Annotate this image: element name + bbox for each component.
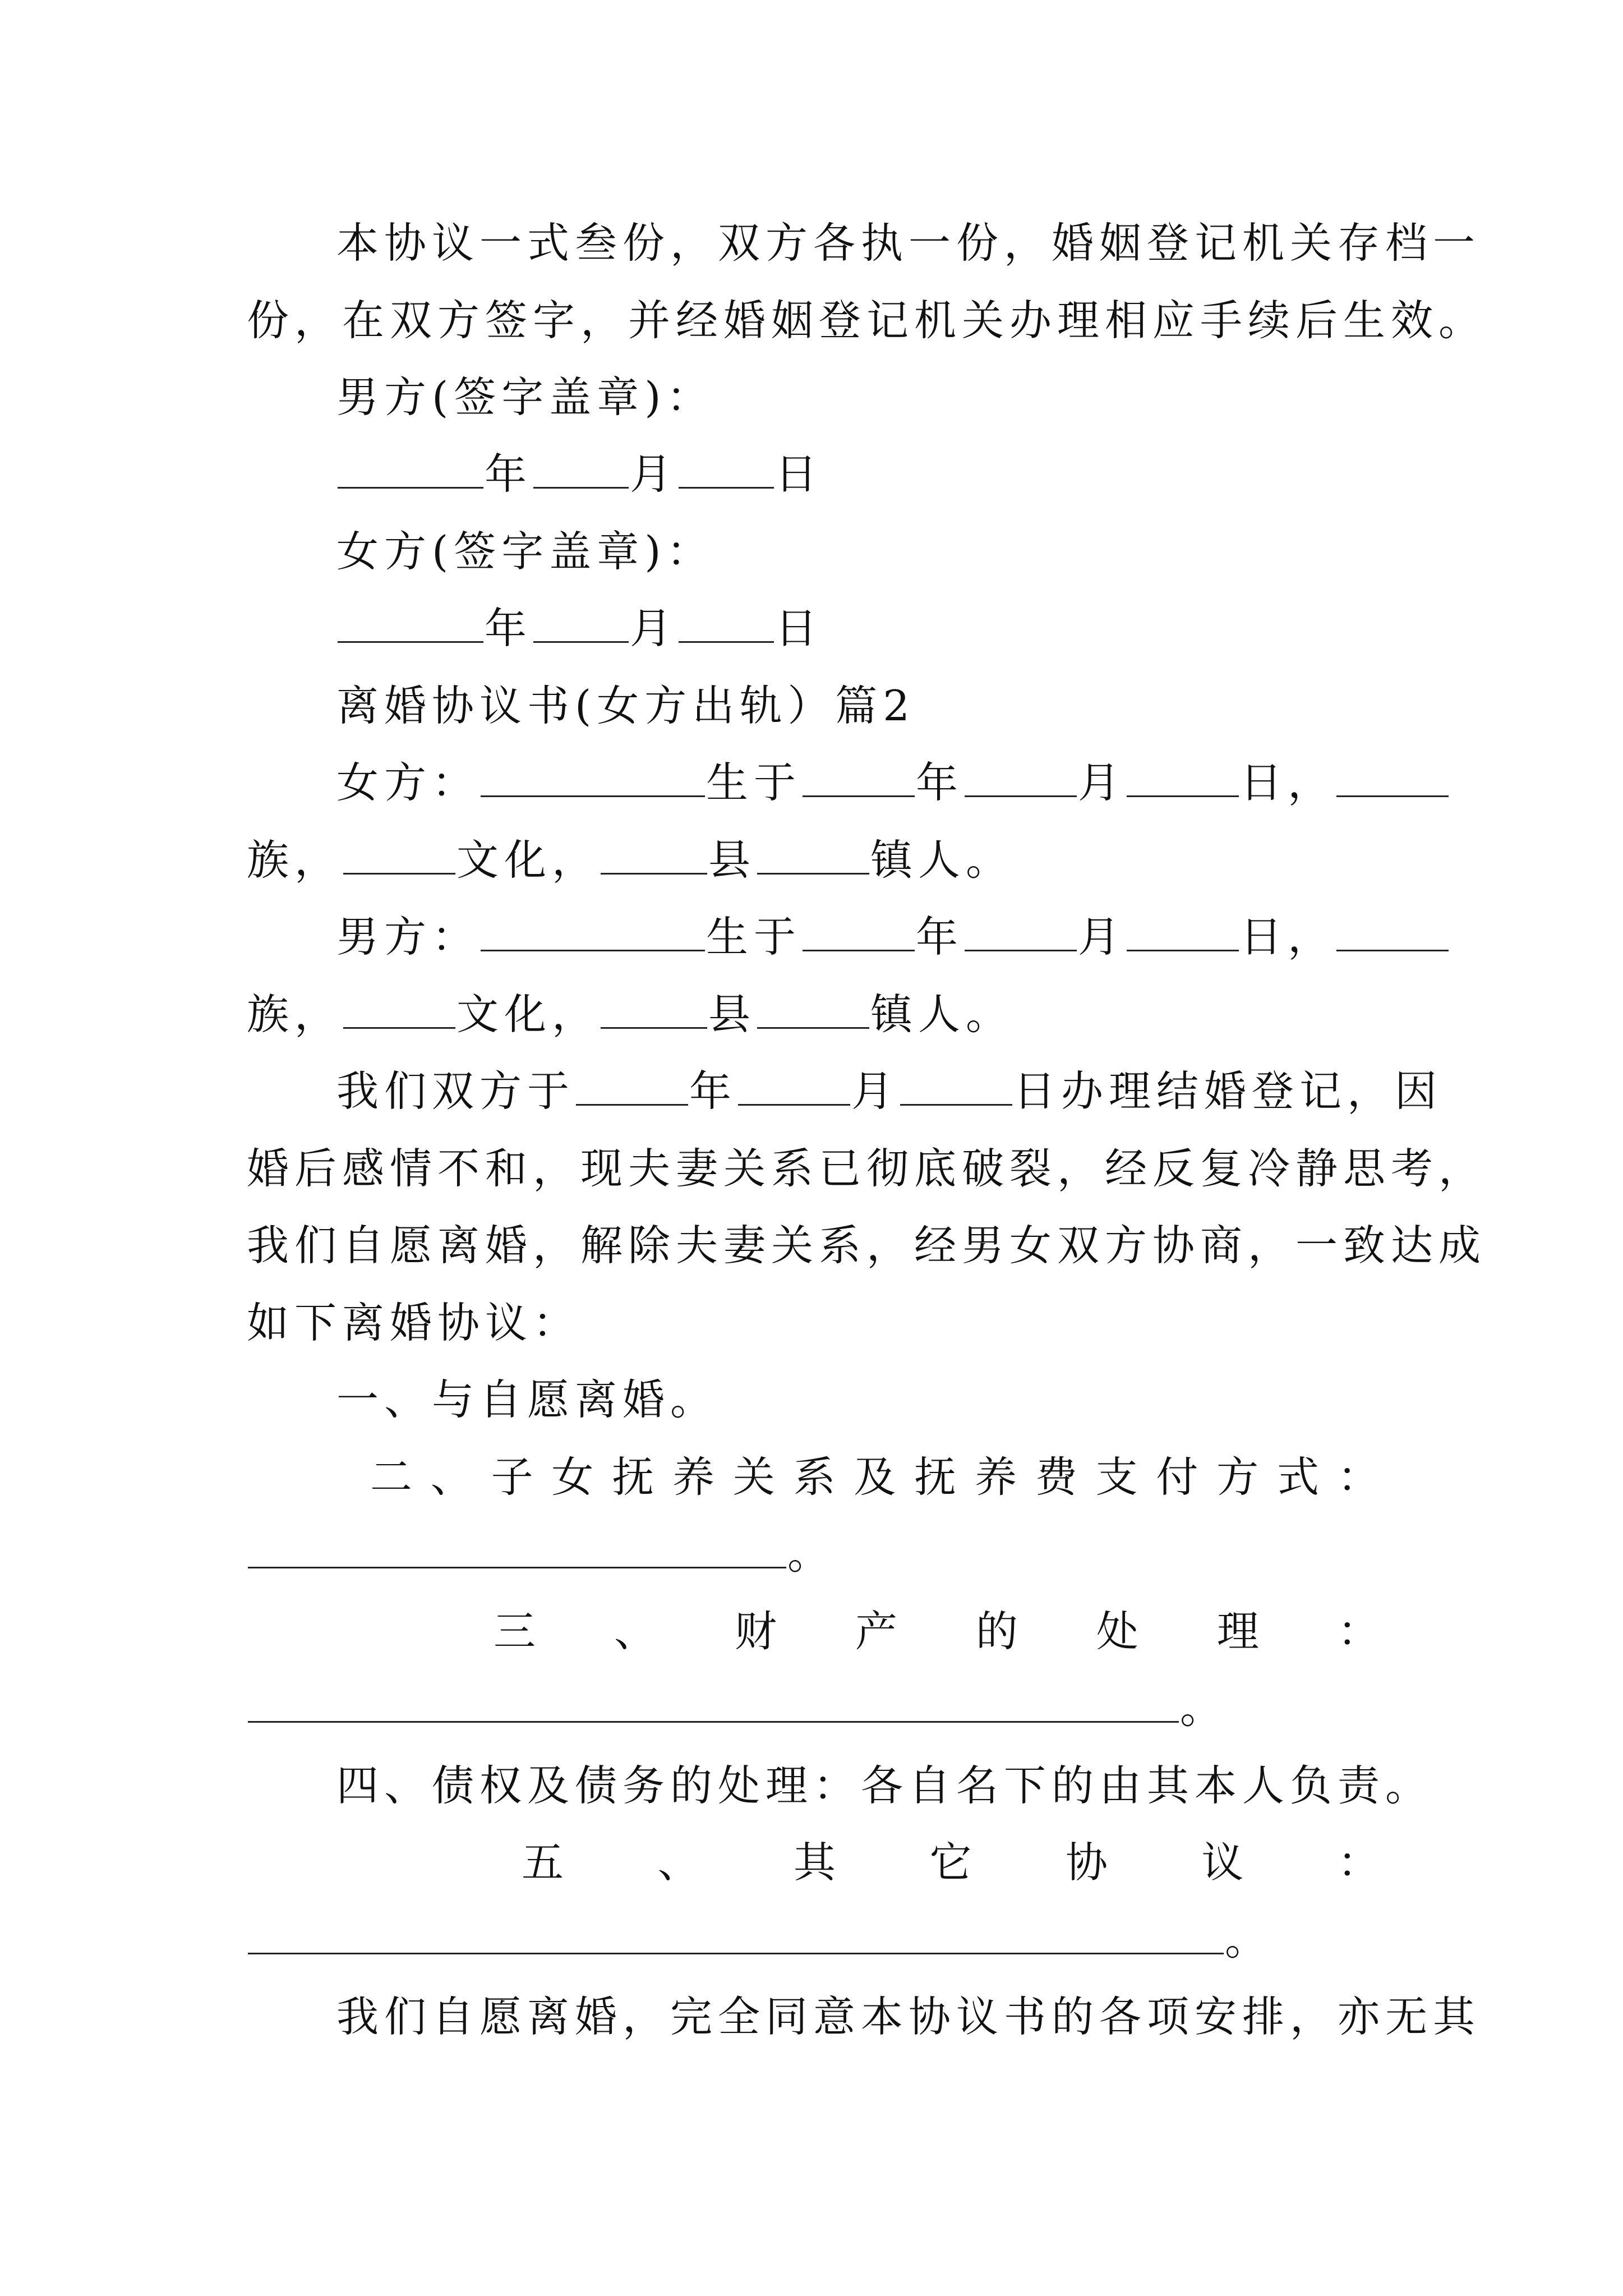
marriage-day-blank[interactable] — [900, 1069, 1012, 1106]
marriage-month-blank[interactable] — [738, 1069, 850, 1106]
year-blank[interactable] — [338, 606, 483, 643]
male-signature-date — [336, 447, 1380, 501]
female-name-blank[interactable] — [481, 761, 705, 797]
ethnicity-blank[interactable] — [1336, 761, 1449, 797]
month-label: 月 — [851, 1066, 900, 1116]
month-label: 月 — [1078, 758, 1126, 807]
year-label: 年 — [916, 758, 964, 807]
county-blank[interactable] — [601, 838, 707, 875]
county-blank[interactable] — [601, 992, 707, 1029]
education-blank[interactable] — [343, 838, 455, 875]
intro-line2: 婚后感情不和，现夫妻关系已彻底破裂，经反复冷静思考， — [247, 1144, 1487, 1193]
born-label: 生于 — [706, 912, 802, 961]
birth-day-blank[interactable] — [1127, 915, 1239, 951]
female-info-line2 — [247, 833, 1380, 887]
paragraph-copies-line1: 本协议一式叁份，双方各执一份，婚姻登记机关存档一 — [336, 218, 1481, 268]
day-blank[interactable] — [679, 606, 774, 643]
education-blank[interactable] — [343, 992, 455, 1029]
year-label: 年 — [916, 912, 964, 961]
ethnic-label: 族， — [247, 835, 343, 885]
birth-year-blank[interactable] — [803, 761, 915, 797]
item-2-heading: 二 、 子 女 抚 养 关 系 及 抚 养 费 支 付 方 式 ： — [370, 1452, 1380, 1502]
section-heading: 离婚协议书(女方出轨）篇2 — [336, 681, 915, 730]
culture-label: 文化， — [457, 990, 600, 1039]
day-blank[interactable] — [679, 452, 774, 489]
period: 。 — [1180, 1683, 1228, 1733]
month-label: 月 — [1078, 912, 1126, 961]
month-blank[interactable] — [533, 606, 629, 643]
ethnicity-blank[interactable] — [1336, 915, 1449, 951]
born-label: 生于 — [706, 758, 802, 807]
intro-line4: 如下离婚协议： — [247, 1298, 581, 1347]
day-label: 日 — [775, 604, 823, 653]
marriage-year-blank[interactable] — [576, 1069, 688, 1106]
male-info-line2 — [247, 987, 1380, 1041]
intro-start: 我们双方于 — [336, 1066, 575, 1116]
town-label: 镇人。 — [870, 835, 1014, 885]
town-blank[interactable] — [757, 992, 869, 1029]
culture-label: 文化， — [457, 835, 600, 885]
year-label: 年 — [689, 1066, 737, 1116]
item-4: 四、债权及债务的处理：各自名下的由其本人负责。 — [336, 1761, 1433, 1810]
month-label: 月 — [630, 604, 678, 653]
property-division-blank[interactable] — [248, 1686, 1179, 1723]
day-comma-label: 日， — [1240, 912, 1336, 961]
female-signature-label: 女方(签字盖章)： — [336, 527, 714, 576]
birth-year-blank[interactable] — [803, 915, 915, 951]
male-info-line1 — [336, 910, 1380, 964]
county-label: 县 — [708, 835, 757, 885]
intro-end: 日办理结婚登记，因 — [1013, 1066, 1443, 1116]
month-blank[interactable] — [533, 452, 629, 489]
town-label: 镇人。 — [870, 990, 1014, 1039]
county-label: 县 — [708, 990, 757, 1039]
birth-month-blank[interactable] — [965, 915, 1077, 951]
period: 。 — [1225, 1915, 1273, 1964]
closing-line: 我们自愿离婚，完全同意本协议书的各项安排，亦无其 — [336, 1992, 1481, 2041]
item-3-blank-line — [247, 1681, 1380, 1735]
intro-line3: 我们自愿离婚，解除夫妻关系，经男女双方协商，一致达成 — [247, 1221, 1487, 1270]
item-5-blank-line — [247, 1913, 1380, 1967]
male-signature-label: 男方(签字盖章)： — [336, 372, 714, 422]
town-blank[interactable] — [757, 838, 869, 875]
item-3-heading: 三 、 财 产 的 处 理 ： — [494, 1607, 1380, 1656]
year-label: 年 — [485, 449, 533, 499]
day-comma-label: 日， — [1240, 758, 1336, 807]
female-info-line1 — [336, 756, 1380, 809]
ethnic-label: 族， — [247, 990, 343, 1039]
male-label: 男方： — [336, 912, 480, 961]
year-blank[interactable] — [338, 452, 483, 489]
item-1: 一、与自愿离婚。 — [336, 1375, 718, 1424]
male-name-blank[interactable] — [481, 915, 705, 951]
period: 。 — [787, 1529, 836, 1579]
female-label: 女方： — [336, 758, 480, 807]
paragraph-copies-line2: 份，在双方签字，并经婚姻登记机关办理相应手续后生效。 — [247, 296, 1487, 345]
female-signature-date — [336, 601, 1380, 655]
birth-day-blank[interactable] — [1127, 761, 1239, 797]
intro-line1 — [336, 1064, 1443, 1118]
day-label: 日 — [775, 449, 823, 499]
year-label: 年 — [485, 604, 533, 653]
child-support-blank[interactable] — [248, 1532, 786, 1568]
item-2-blank-line — [247, 1527, 1380, 1581]
month-label: 月 — [630, 449, 678, 499]
other-agreement-blank[interactable] — [248, 1918, 1224, 1954]
birth-month-blank[interactable] — [965, 761, 1077, 797]
item-5-heading: 五 、 其 它 协 议 ： — [522, 1838, 1380, 1887]
